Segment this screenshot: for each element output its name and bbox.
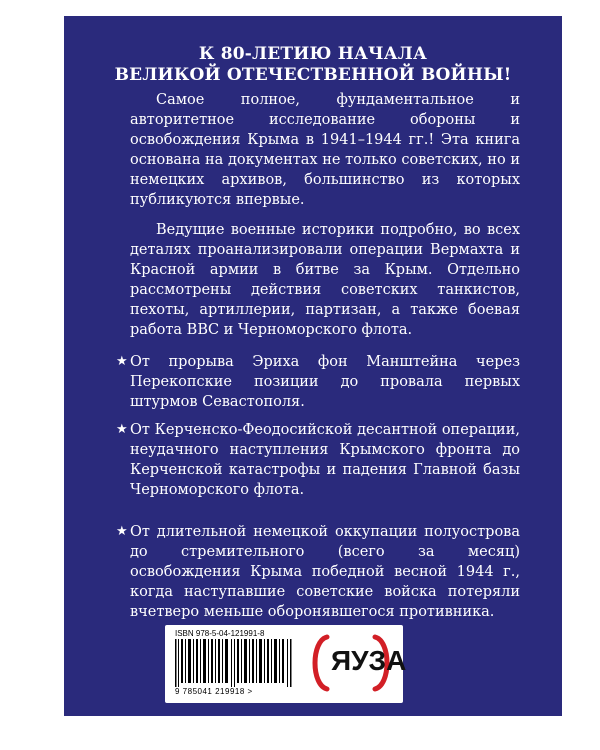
star-icon: ★ (116, 354, 128, 369)
heading-line-1: К 80-ЛЕТИЮ НАЧАЛА (198, 44, 428, 64)
bullet-item (116, 420, 520, 500)
barcode-area (165, 625, 407, 703)
bullet-item (116, 352, 520, 412)
cover-heading (64, 44, 562, 86)
paragraph-intro: Самое полное, фундаментальное и авторитетное исследование обороны и освобождения Крыма в 1941–1944 гг.! Эта книга основана на документах не только советских, но и немецких архивов, большинство из которых публикуются впервые. (130, 92, 520, 208)
bullet-text: От Керченско-Феодосийской десантной операции, неудачного наступления Крымского фронта до Керченской катастрофы и падения Главной базы Черноморского флота. (130, 422, 520, 498)
publisher-logo: ЯУЗА (331, 645, 407, 676)
back-cover (64, 16, 562, 716)
barcode-icon (175, 639, 295, 687)
bullet-text: От длительной немецкой оккупации полуострова до стремительного (всего за месяц) освобождения Крыма победной весной 1944 г., когда наступавшие советские войска потеряли вчетверо меньше оборонявшегося противника. (130, 524, 520, 620)
star-icon: ★ (116, 524, 128, 539)
bullet-item (116, 522, 520, 622)
star-icon: ★ (116, 422, 128, 437)
heading-line-2: ВЕЛИКОЙ ОТЕЧЕСТВЕННОЙ ВОЙНЫ! (114, 65, 512, 85)
paragraph-historians: Ведущие военные историки подробно, во всех деталях проанализировали операции Вермахта и Красной армии в битве за Крым. Отдельно рассмотрены действия советских танкистов, пехоты, артиллерии, партизан, а также боевая работа ВВС и Черноморского флота. (130, 222, 520, 338)
bullet-text: От прорыва Эриха фон Манштейна через Перекопские позиции до провала первых штурмов Севастополя. (130, 354, 520, 410)
barcode-digits: 9 785041 219918 > (175, 687, 253, 696)
isbn-label: ISBN 978-5-04-121991-8 (175, 629, 265, 638)
